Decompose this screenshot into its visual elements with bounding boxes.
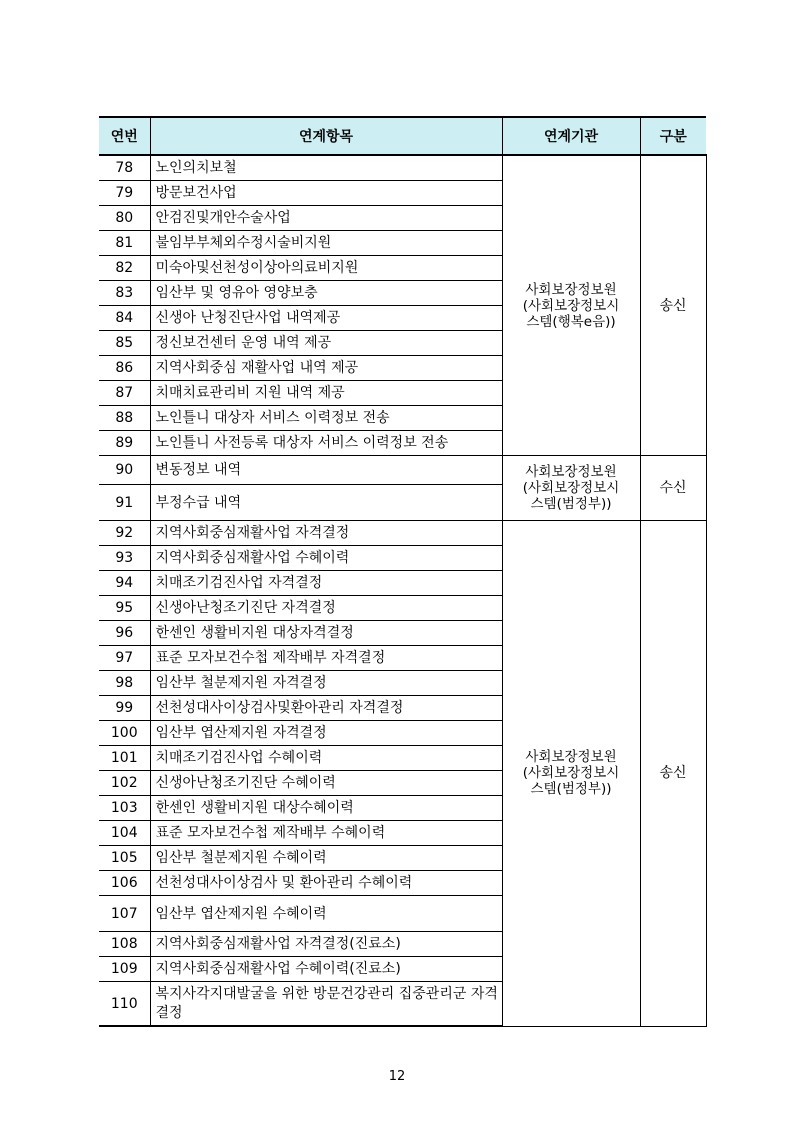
table-row <box>99 521 706 546</box>
linkage-organization <box>502 155 640 456</box>
linkage-item: 지역사회중심재활사업 수혜이력 <box>150 546 502 571</box>
row-number: 105 <box>99 846 150 871</box>
row-number: 104 <box>99 821 150 846</box>
organization-line: (사회보장정보시 <box>522 480 620 496</box>
linkage-item: 불임부부체외수정시술비지원 <box>150 231 502 256</box>
organization-line: 스템(범정부)) <box>530 496 612 512</box>
linkage-organization <box>502 456 640 521</box>
linkage-item: 부정수급 내역 <box>150 485 502 521</box>
row-number: 84 <box>99 306 150 331</box>
row-number: 89 <box>99 431 150 456</box>
transfer-type: 수신 <box>640 456 706 521</box>
row-number: 92 <box>99 521 150 546</box>
row-number: 103 <box>99 796 150 821</box>
linkage-item: 선천성대사이상검사및환아관리 자격결정 <box>150 696 502 721</box>
row-number: 79 <box>99 181 150 206</box>
linkage-item: 변동정보 내역 <box>150 456 502 485</box>
row-number: 83 <box>99 281 150 306</box>
row-number: 95 <box>99 596 150 621</box>
organization-line: 사회보장정보원 <box>525 749 617 766</box>
linkage-item: 한센인 생활비지원 대상수혜이력 <box>150 796 502 821</box>
header-no: 연번 <box>99 117 150 155</box>
linkage-item: 한센인 생활비지원 대상자격결정 <box>150 621 502 646</box>
row-number: 91 <box>99 485 150 521</box>
organization-line: 사회보장정보원 <box>525 281 617 298</box>
linkage-item: 임산부 엽산제지원 자격결정 <box>150 721 502 746</box>
organization-line: 사회보장정보원 <box>525 464 617 480</box>
linkage-item: 표준 모자보건수첩 제작배부 자격결정 <box>150 646 502 671</box>
organization-line: 스템(범정부)) <box>530 781 612 798</box>
linkage-item: 신생아 난청진단사업 내역제공 <box>150 306 502 331</box>
organization-line: (사회보장정보시 <box>522 765 620 782</box>
row-number: 97 <box>99 646 150 671</box>
row-number: 102 <box>99 771 150 796</box>
linkage-item: 노인의치보철 <box>150 155 502 181</box>
linkage-item: 임산부 엽산제지원 수혜이력 <box>150 896 502 932</box>
linkage-item: 치매치료관리비 지원 내역 제공 <box>150 381 502 406</box>
row-number: 98 <box>99 671 150 696</box>
linkage-item: 지역사회중심 재활사업 내역 제공 <box>150 356 502 381</box>
header-type: 구분 <box>640 117 706 155</box>
linkage-item: 지역사회중심재활사업 자격결정 <box>150 521 502 546</box>
linkage-item: 복지사각지대발굴을 위한 방문건강관리 집중관리군 자격결정 <box>150 982 502 1027</box>
row-number: 96 <box>99 621 150 646</box>
linkage-table <box>99 116 707 1027</box>
linkage-item: 안검진및개안수술사업 <box>150 206 502 231</box>
row-number: 87 <box>99 381 150 406</box>
row-number: 86 <box>99 356 150 381</box>
organization-line: (사회보장정보시 <box>522 297 620 314</box>
linkage-organization <box>502 521 640 1027</box>
row-number: 100 <box>99 721 150 746</box>
row-number: 78 <box>99 155 150 181</box>
linkage-item: 노인틀니 대상자 서비스 이력정보 전송 <box>150 406 502 431</box>
row-number: 110 <box>99 982 150 1027</box>
linkage-item: 임산부 철분제지원 수혜이력 <box>150 846 502 871</box>
header-item: 연계항목 <box>150 117 502 155</box>
linkage-item: 방문보건사업 <box>150 181 502 206</box>
transfer-type: 송신 <box>640 521 706 1027</box>
row-number: 85 <box>99 331 150 356</box>
linkage-item: 선천성대사이상검사 및 환아관리 수혜이력 <box>150 871 502 896</box>
linkage-item: 임산부 및 영유아 영양보충 <box>150 281 502 306</box>
linkage-item: 임산부 철분제지원 자격결정 <box>150 671 502 696</box>
linkage-item: 지역사회중심재활사업 자격결정(진료소) <box>150 932 502 957</box>
row-number: 88 <box>99 406 150 431</box>
table-row <box>99 155 706 181</box>
row-number: 93 <box>99 546 150 571</box>
linkage-item: 신생아난청조기진단 수혜이력 <box>150 771 502 796</box>
table-body <box>99 155 706 1026</box>
document-page <box>99 116 706 1027</box>
transfer-type: 송신 <box>640 155 706 456</box>
linkage-item: 치매조기검진사업 자격결정 <box>150 571 502 596</box>
row-number: 82 <box>99 256 150 281</box>
row-number: 80 <box>99 206 150 231</box>
page-number: 12 <box>388 1069 406 1084</box>
row-number: 81 <box>99 231 150 256</box>
row-number: 108 <box>99 932 150 957</box>
row-number: 101 <box>99 746 150 771</box>
table-header-row <box>99 117 706 155</box>
linkage-item: 미숙아및선천성이상아의료비지원 <box>150 256 502 281</box>
row-number: 107 <box>99 896 150 932</box>
linkage-item: 치매조기검진사업 수혜이력 <box>150 746 502 771</box>
linkage-item: 표준 모자보건수첩 제작배부 수혜이력 <box>150 821 502 846</box>
table-row <box>99 456 706 485</box>
linkage-item: 신생아난청조기진단 자격결정 <box>150 596 502 621</box>
linkage-item: 지역사회중심재활사업 수혜이력(진료소) <box>150 957 502 982</box>
row-number: 94 <box>99 571 150 596</box>
row-number: 109 <box>99 957 150 982</box>
organization-line: 스템(행복e음)) <box>526 313 616 330</box>
linkage-item: 노인틀니 사전등록 대상자 서비스 이력정보 전송 <box>150 431 502 456</box>
row-number: 90 <box>99 456 150 485</box>
linkage-item: 정신보건센터 운영 내역 제공 <box>150 331 502 356</box>
header-org: 연계기관 <box>502 117 640 155</box>
row-number: 106 <box>99 871 150 896</box>
row-number: 99 <box>99 696 150 721</box>
